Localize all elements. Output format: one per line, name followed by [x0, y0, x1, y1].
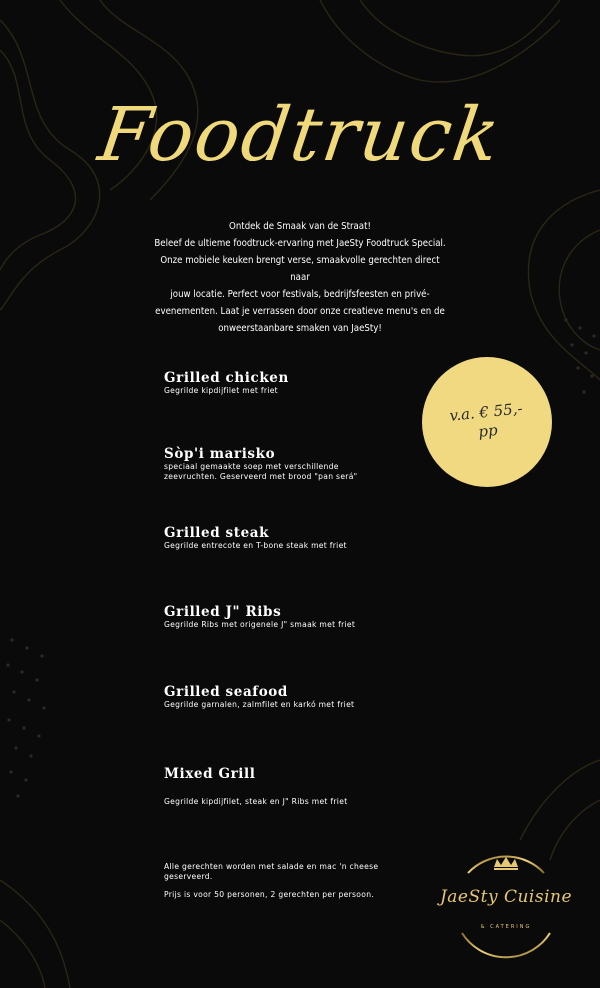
intro-line: onweerstaanbare smaken van JaeSty! [218, 323, 382, 334]
menu-item-desc: speciaal gemaakte soep met verschillende [164, 462, 339, 471]
menu-item-desc: Gegrilde entrecote en T-bone steak met friet [164, 541, 347, 550]
menu-item-grilled-chicken [164, 370, 424, 396]
page-title: Foodtruck [93, 92, 507, 178]
price-text [440, 398, 533, 445]
menu-item-desc: Gegrilde kipdijfilet met friet [164, 386, 278, 395]
menu-item-name: Grilled J" Ribs [164, 604, 282, 620]
menu-item-mixed-grill [164, 766, 424, 807]
menu-item-name: Grilled seafood [164, 684, 288, 700]
intro-text [150, 218, 450, 337]
crown-icon [494, 857, 518, 870]
intro-line: evenementen. Laat je verrassen door onze creatieve menu's en de [155, 306, 445, 317]
menu-item-grilled-ribs [164, 604, 424, 630]
menu-item-name: Sòp'i marisko [164, 446, 276, 462]
logo-name: JaeSty Cuisine [439, 887, 573, 907]
menu-item-sopi-marisko [164, 446, 424, 482]
menu-item-name: Grilled chicken [164, 370, 289, 386]
brand-logo [436, 843, 576, 963]
intro-line: Ontdek de Smaak van de Straat! [229, 221, 371, 232]
menu-item-desc: Gegrilde kipdijfilet, steak en J" Ribs met friet [164, 797, 348, 806]
menu-item-grilled-steak [164, 525, 424, 551]
menu-item-desc: Gegrilde Ribs met origenele J" smaak met friet [164, 620, 356, 629]
intro-line: Onze mobiele keuken brengt verse, smaakvolle gerechten direct naar [160, 255, 440, 283]
menu-item-desc: Gegrilde garnalen, zalmfilet en karkó met friet [164, 700, 355, 709]
price-badge [422, 357, 552, 487]
menu-item-desc: zeevruchten. Geserveerd met brood "pan será" [164, 472, 358, 481]
footnote-line: geserveerd. [164, 872, 213, 881]
price-amount: v.a. € 55,- [448, 399, 524, 425]
footnote-serving [164, 862, 404, 882]
logo-subtitle: & CATERING [480, 924, 532, 930]
intro-line: jouw locatie. Perfect voor festivals, bedrijfsfeesten en privé- [170, 289, 430, 300]
footnote-price: Prijs is voor 50 personen, 2 gerechten per persoon. [164, 890, 375, 899]
menu-item-name: Mixed Grill [164, 766, 256, 782]
menu-item-name: Grilled steak [164, 525, 270, 541]
footnote-line: Alle gerechten worden met salade en mac 'n cheese [164, 862, 379, 871]
intro-line: Beleef de ultieme foodtruck-ervaring met JaeSty Foodtruck Special. [154, 238, 446, 249]
price-unit: pp [477, 420, 499, 441]
menu-item-grilled-seafood [164, 684, 424, 710]
